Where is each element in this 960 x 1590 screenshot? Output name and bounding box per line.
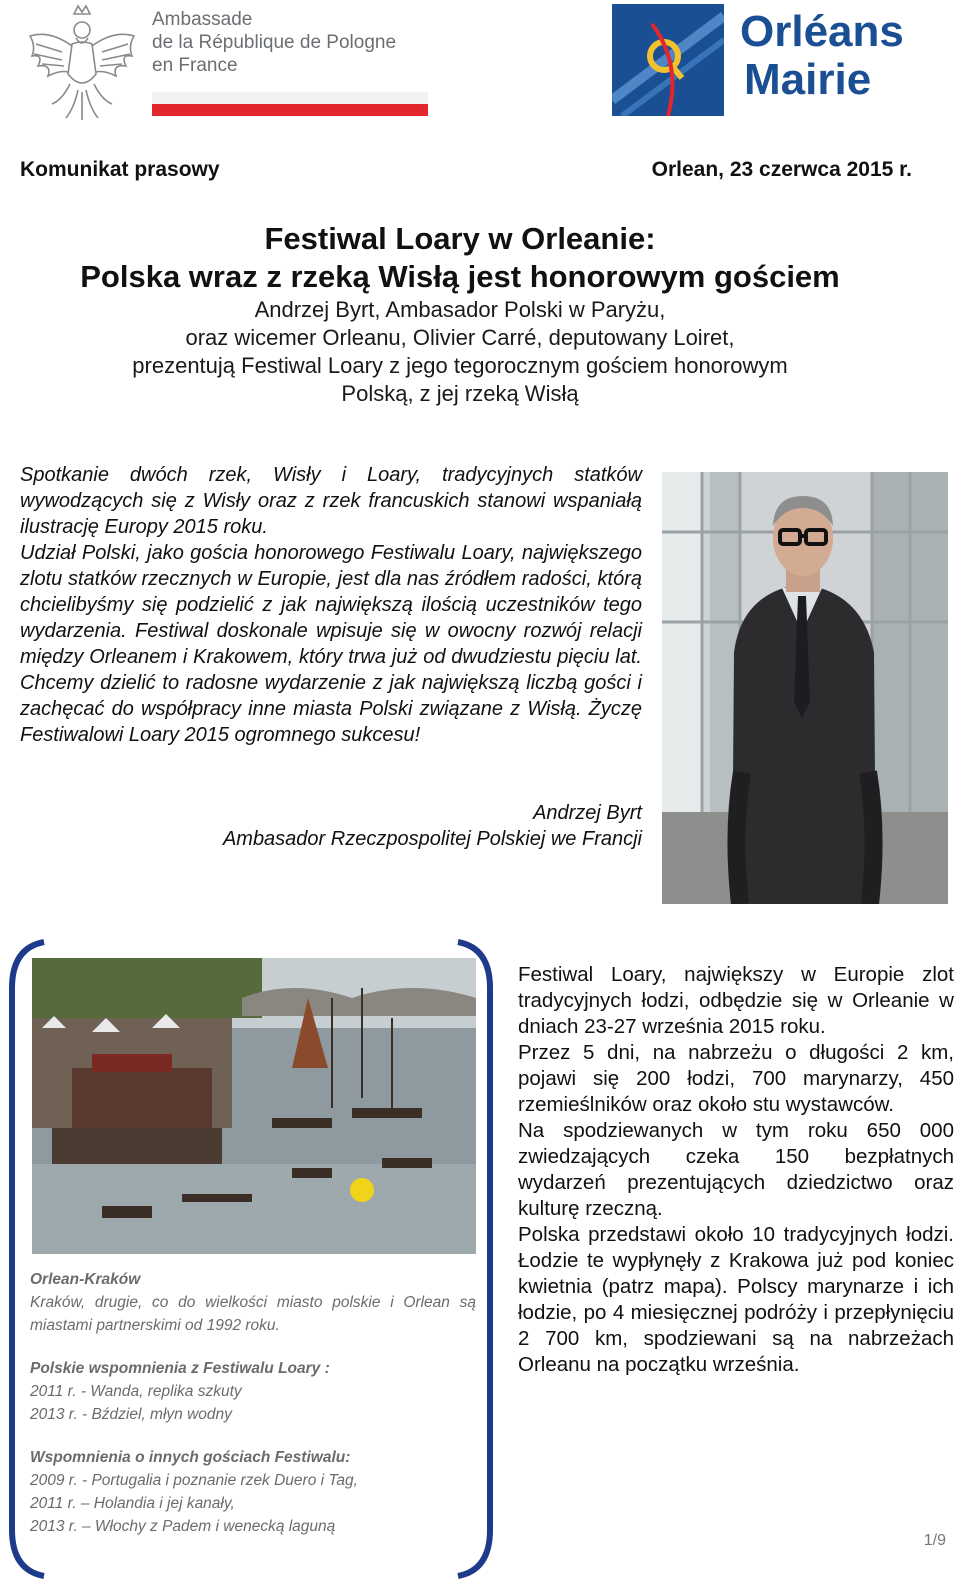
subtitle-line: Polską, z jej rzeką Wisłą (341, 381, 579, 406)
ambassador-photo (662, 472, 948, 904)
loire-festival-boats-photo (32, 958, 476, 1254)
polish-eagle-emblem-icon (22, 0, 142, 124)
ambassador-quote (20, 462, 642, 748)
orleans-mairie: Mairie (744, 55, 872, 104)
page-title-line2: Polska wraz z rzeką Wisłą jest honorowym gościem (80, 259, 840, 294)
embassy-line: Ambassade (152, 9, 253, 30)
quote-signature (20, 800, 642, 852)
polish-flag-bar (152, 92, 428, 116)
festival-info-column (518, 962, 954, 1378)
sidebar-list-item: 2009 r. - Portugalia i poznanie rzek Duero i Tag, (30, 1472, 358, 1489)
signature-title: Ambasador Rzeczpospolitej Polskiej we Francji (222, 828, 642, 850)
info-paragraph: Na spodziewanych w tym roku 650 000 zwiedzających czeka 150 bezpłatnych wydarzeń prezentujących dziedzictwo oraz kulturę rzeczną. (518, 1119, 954, 1220)
press-date: Orlean, 23 czerwca 2015 r. (651, 158, 912, 181)
subtitle-line: Andrzej Byrt, Ambasador Polski w Paryżu, (254, 297, 666, 322)
orleans-name: Orléans (740, 7, 904, 56)
sidebar-text (30, 1268, 476, 1538)
sidebar-heading: Polskie wspomnienia z Festiwalu Loary : (30, 1360, 330, 1377)
sidebar-list-item: 2011 r. - Wanda, replika szkuty (30, 1383, 242, 1400)
embassy-line: de la République de Pologne (152, 32, 397, 53)
subtitle-line: prezentują Festiwal Loary z jego tegorocznym gościem honorowym (132, 353, 788, 378)
page-title: Festiwal Loary w Orleanie: (264, 221, 656, 256)
sidebar-list-item: 2013 r. – Włochy z Padem i wenecką laguną (30, 1518, 336, 1535)
press-release-label: Komunikat prasowy (20, 158, 220, 181)
embassy-line: en France (152, 55, 238, 76)
sidebar-heading: Orlean-Kraków (30, 1271, 141, 1288)
subtitle-line: oraz wicemer Orleanu, Olivier Carré, deputowany Loiret, (185, 325, 735, 350)
embassy-name (152, 8, 396, 77)
sidebar-heading: Wspomnienia o innych gościach Festiwalu: (30, 1449, 351, 1466)
sidebar-list-item: 2013 r. - Bździel, młyn wodny (30, 1406, 232, 1423)
info-paragraph: Przez 5 dni, na nabrzeżu o długości 2 km, pojawi się 200 łodzi, 700 marynarzy, 450 rzemieślników oraz około stu wystawców. (518, 1041, 954, 1116)
sidebar-paragraph: Kraków, drugie, co do wielkości miasto polskie i Orlean są miastami partnerskimi od 1992 roku. (30, 1294, 476, 1334)
info-paragraph: Festiwal Loary, największy w Europie zlot tradycyjnych łodzi, odbędzie się w Orleanie w dniach 23-27 września 2015 roku. (518, 963, 954, 1038)
signature-name: Andrzej Byrt (533, 802, 642, 824)
quote-paragraph: Spotkanie dwóch rzek, Wisły i Loary, tradycyjnych statków wywodzących się z Wisły oraz z rzek francuskich stanowi wspaniałą ilustrację Europy 2015 roku. (20, 464, 642, 538)
info-paragraph: Polska przedstawi około 10 tradycyjnych łodzi. Łodzie te wypłynęły z Krakowa już pod koniec kwietnia (patrz mapa). Polscy marynarze i ich łodzie, po 4 miesięcznej podróży i przepłynięciu 2 700 km, spodziewani są na nabrzeżach Orleanu na początku września. (518, 1223, 954, 1376)
quote-paragraph: Udział Polski, jako gościa honorowego Festiwalu Loary, największego zlotu statków rzecznych w Europie, jest dla nas źródłem radości, którą chcielibyśmy się podzielić z jak największą ilością uczestników tego wydarzenia. Festiwal doskonale wpisuje się w owocny rozwój relacji między Orleanem i Krakowem, który trwa już od dwudziestu pięciu lat. Chcemy dzielić to radosne wydarzenie z jak największą liczbą gości i zachęcać do współpracy inne miasta Polski związane z Wisłą. Życzę Festiwalowi Loary 2015 ogromnego sukcesu! (20, 542, 642, 746)
title-block (20, 220, 900, 408)
sidebar-list-item: 2011 r. – Holandia i jej kanały, (30, 1495, 235, 1512)
page-number: 1/9 (923, 1532, 946, 1549)
orleans-logo-icon (612, 4, 724, 116)
